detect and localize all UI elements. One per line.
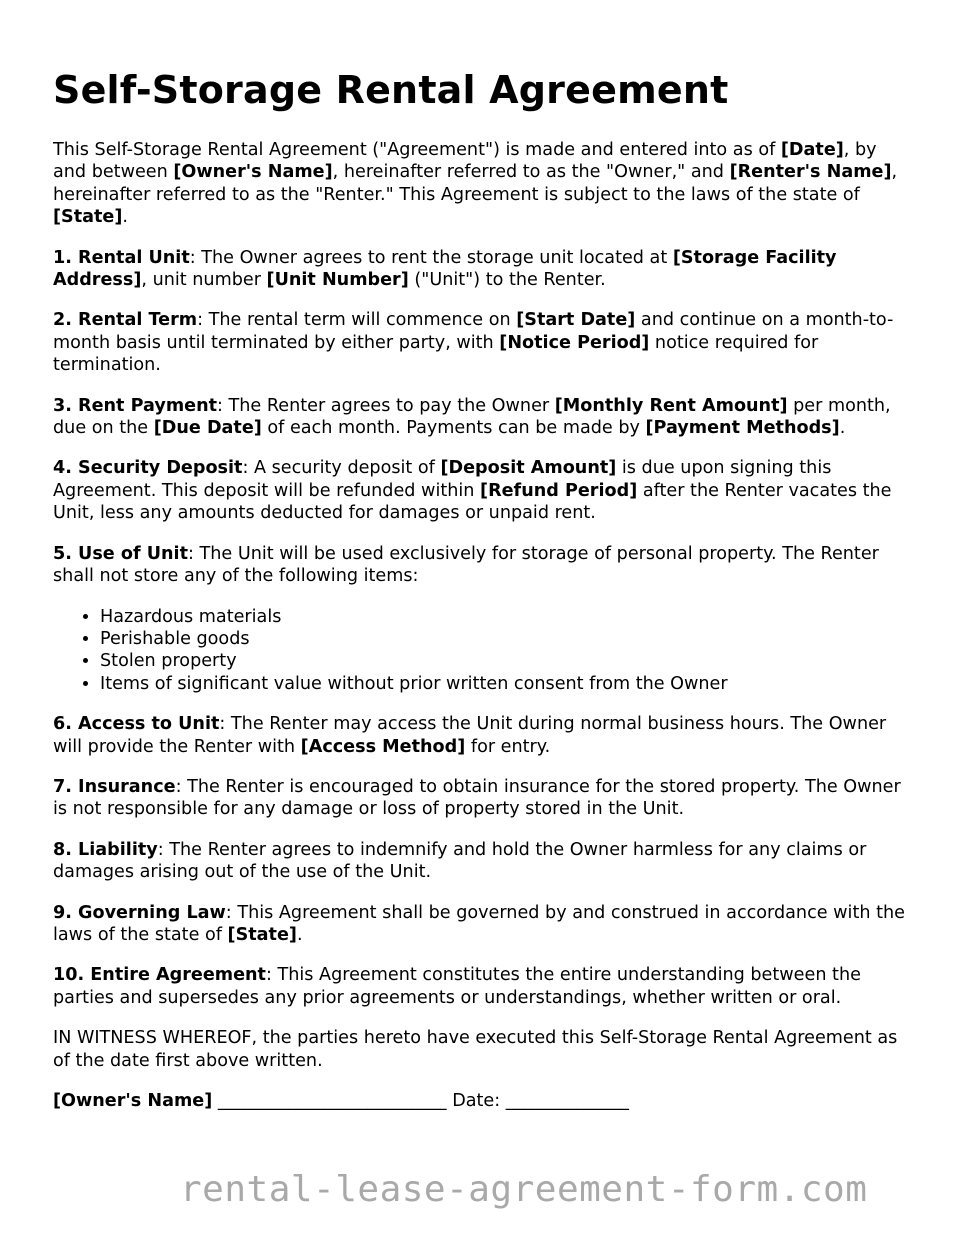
owner-signature-line: [53, 1090, 913, 1112]
payment-methods-field: [Payment Methods]: [645, 418, 840, 439]
section-text: ("Unit") to the Renter.: [408, 270, 606, 291]
section-text: : This Agreement shall be governed by and construed in accordance with the laws of the state of: [53, 902, 905, 945]
section-rental-unit: [53, 247, 913, 292]
section-rental-term: [53, 309, 913, 376]
refund-period-field: [Refund Period]: [480, 480, 638, 501]
intro-text: , by and between: [53, 140, 877, 183]
agreement-document: [53, 64, 913, 1112]
monthly-rent-amount-field: [Monthly Rent Amount]: [554, 395, 788, 416]
section-text: of each month. Payments can be made by: [261, 418, 646, 439]
deposit-amount-field: [Deposit Amount]: [440, 458, 617, 479]
list-item: • Perishable goods: [100, 628, 913, 650]
section-text: : The Renter is encouraged to obtain insurance for the stored property. The Owner is not responsible for any damage or loss of property stored in the Unit.: [53, 776, 901, 820]
intro-text: , hereinafter referred to as the "Owner," and: [332, 162, 730, 183]
signature-date-label: Date:: [452, 1091, 506, 1111]
section-text: after the Renter vacates the Unit, less any amounts deducted for damages or unpaid rent.: [53, 480, 892, 524]
list-item: • Hazardous materials: [100, 606, 913, 628]
section-heading: 5. Use of Unit: [53, 543, 188, 564]
section-heading: 4. Security Deposit: [53, 458, 243, 479]
section-rent-payment: [53, 395, 913, 440]
section-entire-agreement: [53, 964, 913, 1009]
section-text: : The Owner agrees to rent the storage unit located at: [189, 247, 673, 268]
section-governing-law: [53, 902, 913, 947]
date-field: [Date]: [780, 140, 844, 160]
section-text: , unit number: [141, 270, 267, 291]
intro-text: .: [122, 207, 128, 228]
section-use-of-unit: [53, 543, 913, 588]
signature-blank: __________________________: [212, 1091, 453, 1111]
signature-owner-name: [Owner's Name]: [53, 1091, 213, 1111]
unit-number-field: [Unit Number]: [266, 270, 409, 291]
section-text: is due upon signing this Agreement. This deposit will be refunded within: [53, 458, 832, 501]
section-text: : A security deposit of: [242, 458, 441, 479]
section-text: per month, due on the: [53, 395, 891, 439]
section-security-deposit: [53, 457, 913, 524]
section-heading: 3. Rent Payment: [53, 395, 218, 416]
storage-facility-address-field: [Storage Facility Address]: [53, 247, 837, 291]
access-method-field: [Access Method]: [300, 736, 466, 757]
prohibited-items-list: [53, 606, 913, 696]
section-text: : The Unit will be used exclusively for storage of personal property. The Renter shall not store any of the following items:: [53, 543, 879, 587]
start-date-field: [Start Date]: [516, 310, 636, 331]
section-text: : The Renter agrees to indemnify and hold the Owner harmless for any claims or damages arising out of the use of the Unit.: [53, 839, 867, 883]
section-text: : The Renter agrees to pay the Owner: [217, 395, 555, 416]
section-heading: 1. Rental Unit: [53, 247, 190, 268]
section-heading: 10. Entire Agreement: [53, 965, 266, 986]
section-heading: 6. Access to Unit: [53, 714, 220, 735]
intro-paragraph: [53, 139, 913, 229]
section-text: .: [296, 924, 303, 945]
state-field: [State]: [53, 207, 123, 228]
section-insurance: [53, 776, 913, 821]
section-text: .: [839, 418, 846, 439]
intro-text: , hereinafter referred to as the "Renter." This Agreement is subject to the laws of the state of: [53, 162, 898, 205]
section-text: : The Renter may access the Unit during normal business hours. The Owner will provide the Renter with: [53, 714, 887, 757]
section-text: notice required for termination.: [53, 332, 819, 376]
owner-name-field: [Owner's Name]: [173, 162, 333, 183]
renter-name-field: [Renter's Name]: [729, 162, 892, 183]
section-heading: 2. Rental Term: [53, 310, 198, 331]
section-heading: 7. Insurance: [53, 776, 176, 797]
state-field: [State]: [227, 924, 297, 945]
document-title: Self-Storage Rental Agreement: [53, 68, 729, 112]
list-item: • Items of significant value without prior written consent from the Owner: [100, 673, 913, 695]
section-text: and continue on a month-to-month basis until terminated by either party, with: [53, 310, 894, 353]
section-text: : This Agreement constitutes the entire understanding between the parties and supersedes any prior agreements or understandings, whether written or oral.: [53, 965, 861, 1008]
list-item: • Stolen property: [100, 650, 913, 672]
due-date-field: [Due Date]: [153, 418, 262, 439]
intro-text: This Self-Storage Rental Agreement ("Agreement") is made and entered into as of: [53, 140, 781, 160]
section-heading: 9. Governing Law: [53, 902, 226, 923]
section-heading: 8. Liability: [53, 839, 158, 860]
section-text: for entry.: [465, 736, 551, 757]
signature-date-blank: ______________: [505, 1091, 629, 1111]
section-access-to-unit: [53, 713, 913, 758]
section-liability: [53, 839, 913, 884]
section-text: : The rental term will commence on: [197, 310, 517, 331]
witness-paragraph: IN WITNESS WHEREOF, the parties hereto have executed this Self-Storage Rental Agreement as of the date first above written.: [53, 1028, 898, 1071]
watermark: rental-lease-agreement-form.com: [180, 1169, 868, 1210]
notice-period-field: [Notice Period]: [499, 332, 650, 353]
